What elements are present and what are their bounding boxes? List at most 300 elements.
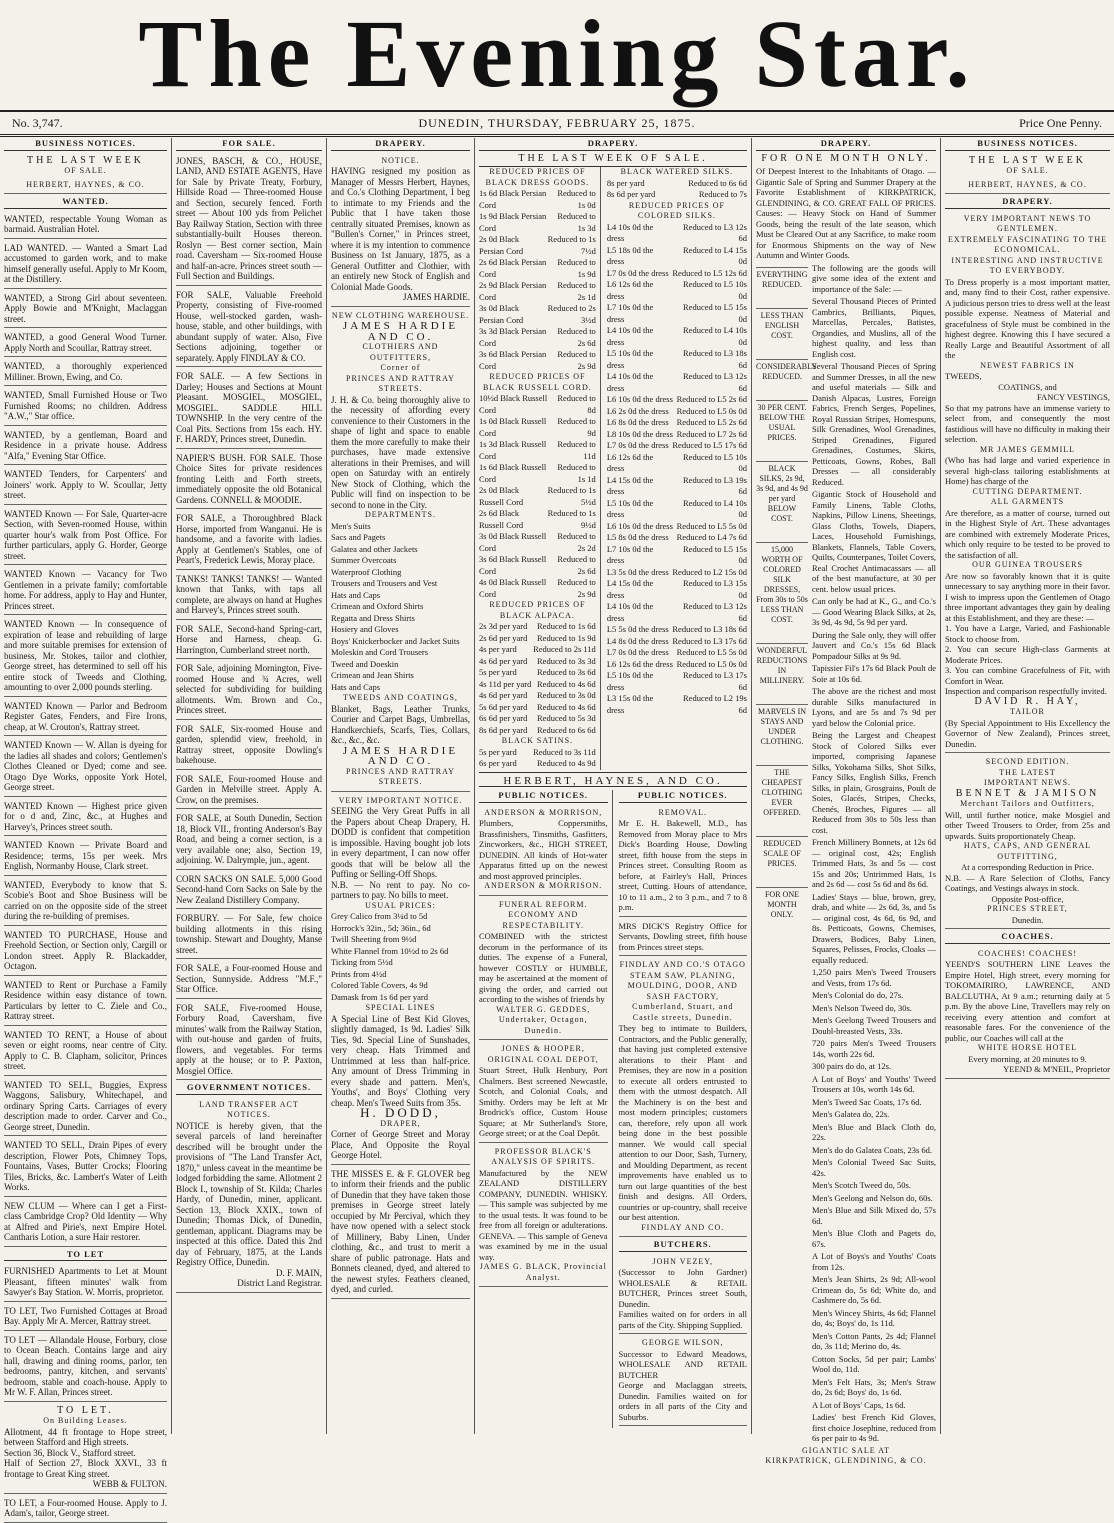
reduced-price: Reduced to L5 5s 0d [676, 520, 747, 531]
notice-text: NOTICE is hereby given, that the several parcels of land hereinafter described will be brought under the provisions of "The Land Transfer Act, 1870," unless caveat in the meantime be lodged forbidding the same. Allotment 2 Block I., township of St. Kilda; Charles Hardy, of Dunedin, miner, applicant. Section 13, Block XXIX., town of Dunedin; Thomas Dick, of Dunedin, gentleman, applicant. Diagrams may be inspected at this office. Dated this 2nd day of February, 1875, at the Lands Registry Office, Dunedin. [176, 1120, 322, 1267]
sale-item: Ladies' best French Kid Gloves, first choice Josephine, reduced from 6s per pair to 4s 9d. [812, 1412, 936, 1443]
column-drapery-kirkpatrick [752, 138, 941, 1465]
fabric-tweeds: TWEEDS, [945, 371, 982, 381]
to-let-ad [4, 1304, 167, 1331]
price-row [607, 268, 747, 280]
ad-text: Are now so favorably known that it is quite unnecessary to say anything more in their favor. I wish to impress upon the Gentlemen of Otago three important advantages they gain by dealing at this Establishment, and they are these: — [945, 570, 1110, 623]
department-item: Hats and Caps [331, 589, 381, 600]
ad-text: FOR SALE, Second-hand Spring-cart, Horse and Harness, cheap. G. Harrington, Cumberland street north. [176, 623, 322, 655]
price-row [607, 279, 747, 302]
wanted-ad [4, 359, 167, 386]
price-row [479, 508, 596, 531]
signature: D. F. MAIN, [275, 1267, 322, 1278]
reduced-price: Reduced to 1s 9d [557, 257, 596, 279]
reduced-price: Reduced to L4 10s 0d [683, 497, 747, 519]
price-row [607, 371, 747, 394]
ad-text: FURNISHED Apartments to Let at Mount Pleasant, fifteen minutes' walk from Sawyer's Bay Station. W. Morris, proprietor. [4, 1266, 167, 1297]
for-sale-ad [176, 772, 322, 810]
original-price: 1s 3d Black Russell Cord [479, 439, 547, 461]
for-sale-ad [176, 1001, 322, 1081]
ad-text: TO LET, Two Furnished Cottages at Broad Bay. Apply Mr A. Mercer, Rattray street. [4, 1305, 167, 1326]
wanted-ad [4, 738, 167, 797]
price-row [479, 633, 596, 645]
price-row [607, 325, 747, 348]
original-price: 8s 6d per yard [606, 189, 656, 199]
price-row [607, 647, 747, 659]
original-price: L3 15s 0d the dress [606, 693, 654, 715]
side-label: THE CHEAPEST CLOTHING EVER OFFERED. [756, 765, 808, 818]
side-label: CONSIDERABLY REDUCED. [756, 359, 808, 382]
fabric-vestings: FANCY VESTINGS, [1036, 392, 1110, 402]
ad-title: REMOVAL. [658, 807, 708, 817]
ad-firm: HERBERT, HAYNES, & CO. [968, 179, 1087, 189]
original-price: L7 10s 0d the dress [606, 543, 654, 565]
ad-text: NEW CLUM — Where can I get a First-class Cambridge Crop? Old Identity — Why at Alfred and Pirie's, next Empire Hotel. Cantharis Lotion, a sure Hair restorer. [4, 1200, 167, 1242]
sale-item: Men's Blue and Black Cloth do, 22s. [812, 1121, 936, 1142]
wanted-ad [4, 699, 167, 737]
to-let-house [4, 1496, 167, 1523]
reduced-price: Reduced to 7s [698, 189, 747, 199]
inspection-note: Inspection and comparison respectfully invited. [945, 686, 1107, 696]
ad-text: FOR SALE, a Four-roomed House and Section, Sunnyside. Address "M.F.," Star Office. [176, 963, 322, 994]
for-sale-ad [176, 288, 322, 368]
professor-black-ad [479, 1145, 608, 1288]
wanted-ad [4, 291, 167, 329]
ad-title: ANDERSON & MORRISON, [484, 807, 603, 817]
ad-text: COMBINED with the strictest decorum in the performance of its duties. The expense of a Funeral, however COSTLY or HUMBLE, may be ascertained at the moment of giving the order, and carried out according to the wishes of friends by [479, 931, 608, 1004]
ad-text: WANTED Known — Highest price given for o d and, Zinc, &c., at Hughes and Harvey's, Princes street south. [4, 800, 167, 832]
columns [0, 138, 1114, 1518]
price-tables [479, 167, 747, 773]
lease-line: Allotment, 44 ft frontage to Hope street, between Stafford and High streets. [4, 1426, 167, 1447]
ad-firm: WEBB & FULTON. [92, 1479, 167, 1489]
original-price: 2s 3d per yard [479, 621, 528, 631]
price-row [607, 452, 747, 475]
original-price: L7 0s 0d the dress [606, 440, 669, 450]
notice-text: SEEING the Very Great Puffs in all the Papers about Cheap Drapery, H. DODD is confident that competition is impossible. Having bought job lots in every department, I can now offer goods that will be below all the Puffing or Selling-Off Shops. [331, 806, 470, 879]
reduced-price: Reduced to 4s 6d [537, 678, 596, 689]
reduced-price: Reduced to L3 19s 6d [683, 474, 747, 496]
advantage-point: 3. You can combine Gracefulness of Fit, with Comfort in Wear. [945, 665, 1110, 686]
sale-item: French Millinery Bonnets, at 12s 6d — original cost, 42s; English Trimmed Hats, 3s and 5s — cost 15s and 20s; Untrimmed Hats, 1s and 2s 6d — cost 5s 6d and 8s 6d. [812, 837, 936, 889]
ad-title: COACHES! COACHES! [977, 948, 1077, 958]
price-row [607, 245, 747, 268]
column-business-notices [0, 138, 172, 1518]
for-sale-ad [176, 622, 322, 660]
department-item: Waterproof Clothing [331, 566, 402, 577]
ad-text: They beg to intimate to Builders, Contractors, and the Public generally, that having just completed extensive alterations to their Plant and Premises, they are now in a position to execute all orders entrusted to them with the utmost despatch. All the Machinery is on the best and most modern principles; customers can, therefore, rely upon all work being done in the best possible manner. We would call special attention to our Door, Sash, Turnery, and Moulding Department, as recent improvements have enabled us to turn out large quantities of the best finish and designs. All Orders, countries or up-country, shall receive our best attention. [618, 1023, 747, 1222]
ad-text: WANTED, respectable Young Woman as barmaid. Australian Hotel. [4, 213, 167, 234]
notice-title: VERY IMPORTANT NOTICE. [338, 795, 463, 805]
original-price: L5 10s 0d the dress [606, 497, 654, 519]
sale-item: Men's Scotch Tweed do, 50s. [812, 1180, 911, 1190]
public-notices [479, 790, 747, 1428]
advantage-point: 1. You have a Large, Varied, and Fashionable Stock to choose from. [945, 623, 1110, 644]
tweeds-text: Blanket, Bags, Leather Trunks, Courier and Carpet Bags, Umbrellas, Handkerchiefs, Scarfs, Ties, Collars, &c., &c., &c. [331, 703, 470, 745]
original-price: L4 15s 0d the dress [606, 578, 654, 600]
department-item: Crimean and Oxford Shirts [331, 601, 424, 611]
firm-sub: Merchant Tailors and Outfitters, [960, 799, 1095, 808]
wanted-ad [4, 978, 167, 1026]
last-week-ad [4, 154, 167, 195]
original-price: 3s 0d Black Persian Cord [479, 303, 524, 325]
original-price: L6 12s 6d the dress [606, 658, 673, 669]
sale-item: Tapissier Fil's 17s 6d Black Poult de Soie at 10s 6d. [812, 663, 936, 684]
original-price: L6 10s 0d the dress [606, 520, 673, 531]
headline: EXTREMELY FASCINATING TO THE ECONOMICAL. [948, 234, 1107, 254]
notice-nb: N.B. — No rent to pay. No co-partners to pay. No bills to meet. [331, 879, 470, 900]
hay-ad [945, 212, 1110, 754]
wanted-ad [4, 567, 167, 615]
price-row [607, 406, 747, 418]
price-row [479, 349, 596, 372]
price-item: Grey Calico from 3¼d to 5d [331, 911, 428, 921]
reduced-price: Reduced to 4s 9d [537, 758, 596, 768]
sale-item: Men's Tweed Sac Coats, 17s 6d. [812, 1096, 922, 1107]
department-item: Boys' Knickerbocker and Jacket Suits [331, 635, 460, 646]
price-row [479, 747, 596, 759]
sale-title: FOR ONE MONTH ONLY. [761, 152, 931, 164]
price-row [607, 222, 747, 245]
ad-text: WANTED TO SELL, Drain Pipes of every description, Flower Pots, Chimney Tops, Fountains, Vases, Butter Crocks; Flooring Tiles, Bricks, &c. Lambert's Water of Leith Works. [4, 1140, 167, 1192]
price-row [479, 554, 596, 577]
ad-text: Manufactured by the NEW ZEALAND DISTILLERY COMPANY, DUNEDIN. WHISKY. — This sample was subjected by me to the usual tests. It was found to be free from all foreign or adulterations. GENEVA. — This sample of Geneva was examined by me in the usual way. [479, 1167, 608, 1262]
price-row [479, 416, 596, 439]
reduced-price: Reduced to 3s 0d [537, 690, 596, 700]
reduced-price: Reduced to L4 15s 0d [683, 244, 747, 266]
price-row [479, 758, 596, 770]
reduced-price: Reduced to L7 2s 6d [676, 428, 747, 439]
department-item: Summer Overcoats [331, 555, 397, 565]
original-price: 6s 6d per yard [479, 713, 528, 723]
wanted-ad [4, 212, 167, 239]
reduced-price: Reduced to 9d [557, 416, 596, 438]
last-week-ad [945, 154, 1110, 195]
latest: THE LATEST [999, 767, 1056, 777]
ad-text: CORN SACKS ON SALE. 5,000 Good Second-hand Corn Sacks on Sale by the New Zealand Distillery Company. [176, 873, 322, 905]
sale-item: Men's Geelong Tweed Trousers and Doubl-breasted Vests, 33s. [812, 1015, 936, 1036]
price-row [607, 567, 747, 579]
for-sale-ad [176, 451, 322, 510]
original-price: L4 10s 0d the dress [606, 325, 654, 347]
wanted-ad [4, 838, 167, 876]
side-label: MARVELS IN STAYS AND UNDER CLOTHING. [756, 704, 808, 747]
reduced-price: Reduced to 1s 3d [557, 211, 596, 233]
price-row [607, 532, 747, 544]
original-price: L7 10s 0d the dress [606, 302, 654, 324]
satins-list [479, 747, 596, 770]
original-price: L4 10s 0d the dress [606, 601, 654, 623]
side-label: REDUCED SCALE OF PRICES. [756, 836, 808, 869]
reduced-price: Reduced to L4 10s 0d [683, 325, 747, 347]
issue-number: No. 3,747. [12, 116, 63, 130]
reduced-price: Reduced to L5 10s 0d [683, 451, 747, 473]
ad-subtitle: ORIGINAL COAL DEPOT, [487, 1054, 599, 1064]
original-price: L6 12s 6d the dress [606, 279, 654, 301]
price-row [479, 462, 596, 485]
ad-text: Mr E. H. Bakewell, M.D., has Removed from Moray place to Mrs Dick's Boarding House, Dowling street, fifth house from the steps in Princes street. Consulting Room as before, at Fairley's Hall, Princes street, Cutting. Hours of attendance, 10 to 11 a.m., 2 to 3 p.m., and 7 to 8 p.m. [618, 818, 747, 912]
ad-title: PROFESSOR BLACK'S ANALYSIS OF SPIRITS. [491, 1146, 596, 1166]
ad-text: TANKS! TANKS! TANKS! — Wanted known that Tanks, with taps all complete, are always on hand at Hughes and Harvey's, Princes street south. [176, 573, 322, 615]
side-label: FOR ONE MONTH ONLY. [756, 887, 808, 920]
sale-item: Men's Felt Hats, 3s; Men's Straw do, 2s 6d; Boys' do, 1s 6d. [812, 1376, 936, 1397]
hats-sub: At a corresponding Reduction in Price. [961, 862, 1094, 872]
ad-text: WANTED, a thoroughly experienced Milliner. Brown, Ewing, and Co. [4, 361, 167, 382]
notice-title: LAND TRANSFER ACT NOTICES. [199, 1099, 299, 1119]
original-price: 4s 11d per yard [479, 678, 532, 689]
column-drapery-herbert [475, 138, 752, 1434]
price-row [479, 234, 596, 257]
side-label: WONDERFUL REDUCTIONS IN MILLINERY. [756, 643, 808, 686]
original-price: 2s 6d Black Russell Cord [479, 508, 524, 530]
ad-subtitle: OF SALE. [64, 166, 107, 175]
proprietor: YEEND & M'NEIL, Proprietor [1003, 1064, 1110, 1074]
price-row [607, 659, 747, 671]
firm-name: H. DODD, [360, 1105, 441, 1120]
ad-text: So that my patrons have an immense variety to select from, and consequently the most fastidious will have no difficulty in making their selection. [945, 402, 1110, 444]
table-title: BLACK WATERED SILKS. [620, 167, 734, 176]
place-date: DUNEDIN, THURSDAY, FEBRUARY 25, 1875. [418, 116, 696, 130]
glover-ad [331, 1167, 470, 1299]
ad-text: WANTED, Everybody to know that S. Scobie's Boot and Shoe Business will be carried on on the opposite side of the street during the re-building of premises. [4, 879, 167, 921]
corner-streets: PRINCES AND RATTRAY STREETS. [346, 373, 455, 393]
price-row [479, 211, 596, 234]
ad-text: WANTED Known — W. Allan is dyeing for the ladies all shades and colors; Gentlemen's Clothes Cleaned or Dyed; come and see. Otago Dye Works, opposite York Hotel, George street. [4, 740, 167, 792]
original-price: 4s 0d Black Russell Cord [479, 577, 547, 599]
headline: INTERESTING AND INSTRUCTIVE TO EVERYBODY. [951, 255, 1104, 275]
reduced-price: Reduced to 2s 3½d [547, 303, 596, 325]
ad-firm: WALTER G. GEDDES, Undertaker, Octagon, Dunedin. [496, 1004, 591, 1035]
reduced-price: Reduced to 1s 6d [537, 621, 596, 631]
reduced-price: Reduced to L5 0s 0d [676, 405, 747, 416]
lease-line: Section 36, Block V., Stafford street. [4, 1447, 136, 1458]
ad-text: FOR SALE, Four-roomed House and Garden in Melville street. Apply A. Crow, on the premises. [176, 773, 322, 805]
reduced-price: Reduced to 6s 6d [688, 177, 747, 188]
original-price: 2s 0d Black Russell Cord [479, 485, 524, 507]
department-item: Hosiery and Gloves [331, 624, 399, 634]
ad-text: (Who has had large and varied experience in several high-class tailoring establishments at Home) has charge of the [945, 455, 1110, 486]
important-news: IMPORTANT NEWS. [983, 778, 1072, 787]
price-row [607, 624, 747, 636]
original-price: L7 0s 0d the dress [606, 267, 669, 278]
price-row [607, 498, 747, 521]
section-header: PUBLIC NOTICES. [479, 790, 608, 803]
firm-address: Corner of George Street and Moray Place, And Opposite the Royal George Hotel. [331, 1129, 470, 1160]
ad-text: LAD WANTED. — Wanted a Smart Lad accustomed to garden work, and to make himself generally useful. Apply to Mr Koom, at the Distillery. [4, 242, 167, 284]
russell-cord-list [479, 393, 596, 600]
for-sale-ad [176, 154, 322, 286]
fabric-coatings: COATINGS, and [998, 381, 1057, 392]
drapery-header: DRAPERY. [945, 196, 1110, 209]
section-header: BUSINESS NOTICES. [945, 138, 1110, 151]
ad-text: N.B. — A Rare Selection of Cloths, Fancy Coatings, and Vestings always in stock. [945, 872, 1110, 893]
price-item: Damask from 1s 6d per yard [331, 991, 429, 1002]
price-table-right [607, 167, 747, 770]
for-sale-ad [176, 911, 322, 959]
original-price: L8 10s 0d the dress [606, 428, 673, 439]
price-row [607, 670, 747, 693]
signature: JAMES HARDIE. [402, 292, 470, 302]
sale-item: A Lot of Boys's and Youths' Coats from 12s. [812, 1251, 936, 1272]
reduced-price: Reduced to L5 2s 6d [676, 394, 747, 404]
original-price: 8s per yard [606, 177, 645, 188]
ad-text: WANTED TO RENT, a House of about seven or eight rooms, near centre of City. Apply to C. B. Clapham, solicitor, Princes street. [4, 1029, 167, 1071]
original-price: 2s 0d Black Persian Cord [479, 234, 524, 256]
original-price: 1s 6d Black Russell Cord [479, 462, 547, 484]
price-row [607, 475, 747, 498]
original-price: L6 8s 0d the dress [606, 417, 669, 427]
reduced-price: Reduced to L3 15s 0d [683, 578, 747, 600]
department-item: Moleskin and Cord Trousers [331, 647, 429, 657]
reduced-price: Reduced to L2 19s 6d [683, 693, 747, 715]
original-price: 2s 9d Black Persian Cord [479, 280, 547, 302]
price-row [607, 189, 747, 201]
reduced-price: Reduced to 8d [557, 393, 596, 415]
ad-text: Families waited on for orders in all parts of the City. Shipping Supplied. [618, 1309, 747, 1330]
wanted-ad [4, 507, 167, 566]
ad-title: FUNERAL REFORM. [499, 899, 588, 909]
price-row [607, 178, 747, 190]
reduced-price: Reduced to L3 12s 6d [683, 221, 747, 243]
side-label: LESS THAN ENGLISH COST. [756, 308, 808, 341]
registry-ad [619, 919, 748, 957]
tweeds-title: TWEEDS AND COATINGS, [343, 693, 458, 702]
hats-line: HATS, CAPS, AND GENERAL OUTFITTING, [963, 841, 1092, 861]
wanted-ad [4, 241, 167, 289]
special-title: SPECIAL LINES [365, 1003, 436, 1012]
price-row [479, 485, 596, 508]
section-header: FOR SALE. [176, 138, 322, 151]
ad-text: To Dress properly is a most important matter, and, many find to their Cost, rather expensive. A judicious person tries to dress well at the least possible expense. Neatness of Material and gracefulness of Style must be combined in the highest degree. Knowing this I have secured a Really Large and Beautiful Assortment of all the [945, 276, 1110, 360]
headline: VERY IMPORTANT NEWS TO GENTLEMEN. [963, 213, 1092, 233]
findlay-ad [619, 958, 748, 1237]
side-label: EVERYTHING REDUCED. [756, 267, 808, 290]
ad-text: FOR SALE, at South Dunedin, Section 18, Block VII., fronting Anderson's Bay Road, and being a corner section, is a very available one; also, Section 19, adjoining. W. Dalrymple, jun., agent. [176, 813, 322, 865]
department-item: Sacs and Pagets [331, 532, 386, 542]
original-price: 3s 3d Black Persian Cord [479, 326, 547, 348]
butchers-header: BUTCHERS. [619, 1239, 748, 1252]
ad-body: J. H. & Co. being thoroughly alive to the necessity of affording every convenience to their Customers in the shape of light and space to enable them the more carefully to make their purchases, have made extensive alterations in their Premises, and will open on Saturday with an entirely New Stock of Clothing, which the Public will find on inspection to be second to none in the City. [331, 394, 470, 510]
price-item: Prints from 4½d [331, 968, 387, 979]
ad-firm: ANDERSON & MORRISON. [484, 881, 603, 890]
ad-text: WANTED Known — Vacancy for Two Gentlemen in a private family; comfortable home. For address, apply to Hay and Hunter, Princes street. [4, 569, 167, 611]
ad-subtitle: OF SALE. [1006, 166, 1049, 175]
price-row [479, 713, 596, 725]
reduced-price: Reduced to 6s 6d [537, 724, 596, 735]
price-row [479, 326, 596, 349]
ad-title: THE LAST WEEK [969, 154, 1086, 166]
price-row [607, 636, 747, 648]
price-row [607, 302, 747, 325]
column-drapery-hardie [327, 138, 475, 1434]
ad-text: FORBURY. — For Sale, few choice building allotments in this rising township. Stewart and Doughty, Manse street. [176, 913, 322, 955]
reduced-price: Reduced to L5 0s 0d [676, 658, 747, 669]
sale-item: Men's Colonial do do, 27s. [812, 990, 904, 1000]
masthead-title: The Evening Star. [138, 0, 976, 107]
price-row [607, 429, 747, 441]
sale-item: Men's Colonial Tweed Sac Suits, 42s. [812, 1157, 936, 1178]
price-row [479, 644, 596, 656]
ad-text: WANTED, a Strong Girl about seventeen. Apply Bowie and M'Knight, Maclaggan street. [4, 292, 167, 324]
price-row [479, 621, 596, 633]
table-title: REDUCED PRICES OF BLACK RUSSELL CORD. [483, 372, 592, 392]
ad-title: TO LET. [57, 1404, 114, 1416]
ad-subtitle: On Building Leases. [43, 1416, 128, 1425]
reduced-price: Reduced to 1s 0d [557, 188, 596, 210]
reduced-price: Reduced to 3s 3d [537, 655, 596, 666]
sale-items [812, 263, 936, 1446]
wanted-ad [4, 799, 167, 837]
hardie-notice [331, 154, 470, 307]
wanted-ad [4, 878, 167, 926]
original-price: L6 10s 0d the dress [606, 394, 673, 404]
ad-text: YEEND'S SOUTHERN LINE Leaves the Empire Hotel, High street, every morning for TOKOMAIRIRO, LAWRENCE, AND BALCLUTHA, At 9 a.m.; returning daily at 5 p.m. By the above Line, Travellers may rely on receiving every attention and comfort at reasonable fares. For the convenience of the public, our Coaches will call at the [945, 959, 1110, 1043]
ad-subtitle: (Successor to John Gardner) WHOLESALE & RETAIL BUTCHER, Princes street South, Dunedin. [618, 1267, 747, 1309]
reduced-price: Reduced to 2s 2d [557, 531, 596, 553]
sale-item: During the Sale only, they will offer Jauvert and Co.'s 15s 6d Black Pompadour Silks at 9s 9d. [812, 629, 936, 661]
ad-firm: JAMES G. BLACK, Provincial Analyst. [479, 1262, 607, 1282]
hardie-warehouse-ad [331, 309, 470, 792]
sale-item: 300 pairs do do, at 12s. [812, 1061, 892, 1071]
section-header: PUBLIC NOTICES. [619, 790, 748, 803]
reduced-price: Reduced to L4 7s 6d [676, 532, 747, 542]
sale-body [756, 263, 936, 1446]
ad-title: FINDLAY AND CO.'S OTAGO STEAM SAW, PLANING, MOULDING, DOOR, AND SASH FACTORY, [619, 960, 746, 1001]
corner-streets: PRINCES AND RATTRAY STREETS. [346, 766, 455, 786]
original-price: L4 8s 0d the dress [606, 635, 669, 646]
to-let-header: TO LET [4, 1249, 167, 1262]
table-title: BLACK SATINS. [501, 736, 574, 745]
ad-text: TO LET, a Four-roomed House. Apply to J. Adam's, tailor, George street. [4, 1497, 167, 1518]
section-header: DRAPERY. [331, 138, 470, 151]
original-price: L5 5s 0d the dress [606, 624, 669, 634]
price-row [607, 544, 747, 567]
price-row [479, 439, 596, 462]
special-text: A Special Line of Best Kid Gloves, slightly damaged, 1s 9d. Ladies' Silk Ties, 9d. Special Line of Sunshades, very cheap. Hats Trimmed and Untrimmed at less than half-price. Any amount of Dress Trimming in every shade and pattern. Men's, Youths', and Boys' Clothing very cheap. Men's Tweed Suits from 35s. [331, 1013, 470, 1108]
ad-text: FOR SALE. — A few Sections in Darley; Houses and Sections at Mount Pleasant. MOSGIEL, MOSGIEL, MOSGIEL. SADDLE HILL TOWNSHIP. In the very centre of the Coal Pits. Sections from 15s each. HY. F. HARDY, Princes street, Dunedin. [176, 371, 322, 444]
reduced-price: Reduced to L5 17s 6d [672, 440, 747, 450]
ad-subtitle: Successor to Edward Meadows, WHOLESALE AND RETAIL BUTCHER [618, 1348, 747, 1380]
original-price: L5 10s 0d the dress [606, 348, 654, 370]
original-price: L5 18s 0d the dress [606, 244, 654, 266]
side-label: 15,000 WORTH OF COLORED SILK DRESSES, From 30s to 50s LESS THAN COST. [756, 542, 808, 625]
for-sale-ad [176, 722, 322, 770]
coaches-header: COACHES. [945, 931, 1110, 944]
price-row [479, 656, 596, 668]
ad-text: WANTED, Small Furnished House or Two Furnished Rooms; no children. Address "A.W.," Star office. [4, 390, 167, 421]
ad-text: THE MISSES E. & F. GLOVER beg to inform their friends and the public of Dunedin that they have taken those premises in George street lately occupied by Mr Percival, which they have now opened with a select stock of Millinery, Baby Linen, Under clothing, &c., and trust to merit a share of public patronage. Hats and Bonnets cleaned, dyed, and altered to the newest styles. Feathers cleaned, dyed, and curled. [331, 1168, 470, 1294]
sale-intro: Of Deepest Interest to the Inhabitants of Otago. — Gigantic Sale of Spring and Summer Drapery at the Favorite Establishment of KIRKPATRICK, GLENDINING, & CO. GREAT FALL OF PRICES. Causes: — Heavy Stock on Hand of Summer Goods, being the result of the late season, which Must be Cleared Out at any Sacrifice, to make room for Enormous Shipments on the way of New Autumn and Winter Goods. [756, 166, 936, 260]
reduced-price: Reduced to 1s 5½d [547, 485, 596, 507]
original-price: L5 10s 0d the dress [606, 670, 654, 692]
department-item: Crimean and Jean Shirts [331, 670, 414, 680]
sale-item: The above are the richest and most durable Silks manufactured in Lyons, and are 5s and 7s 9d per yard below the Colonial price. [812, 686, 936, 728]
price-row [479, 393, 596, 416]
reduced-price: Reduced to L5 15s 0d [683, 302, 747, 324]
price-row [479, 257, 596, 280]
white-horse-time: Every morning, at 20 minutes to 9. [968, 1053, 1087, 1064]
coaches-ad [945, 947, 1110, 1079]
table-title: REDUCED PRICES OF COLORED SILKS. [628, 200, 725, 220]
wanted-ad [4, 330, 167, 357]
original-price: L4 15s 0d the dress [606, 474, 654, 496]
department-item: Galatea and other Jackets [331, 543, 418, 554]
section-header: BUSINESS NOTICES. [4, 138, 167, 151]
sale-item: Men's Nelson Tweed do, 30s. [812, 1002, 912, 1013]
removal-ad [619, 806, 748, 917]
reduced-price: Reduced to 3s 11d [533, 746, 596, 757]
government-header: GOVERNMENT NOTICES. [176, 1082, 322, 1095]
